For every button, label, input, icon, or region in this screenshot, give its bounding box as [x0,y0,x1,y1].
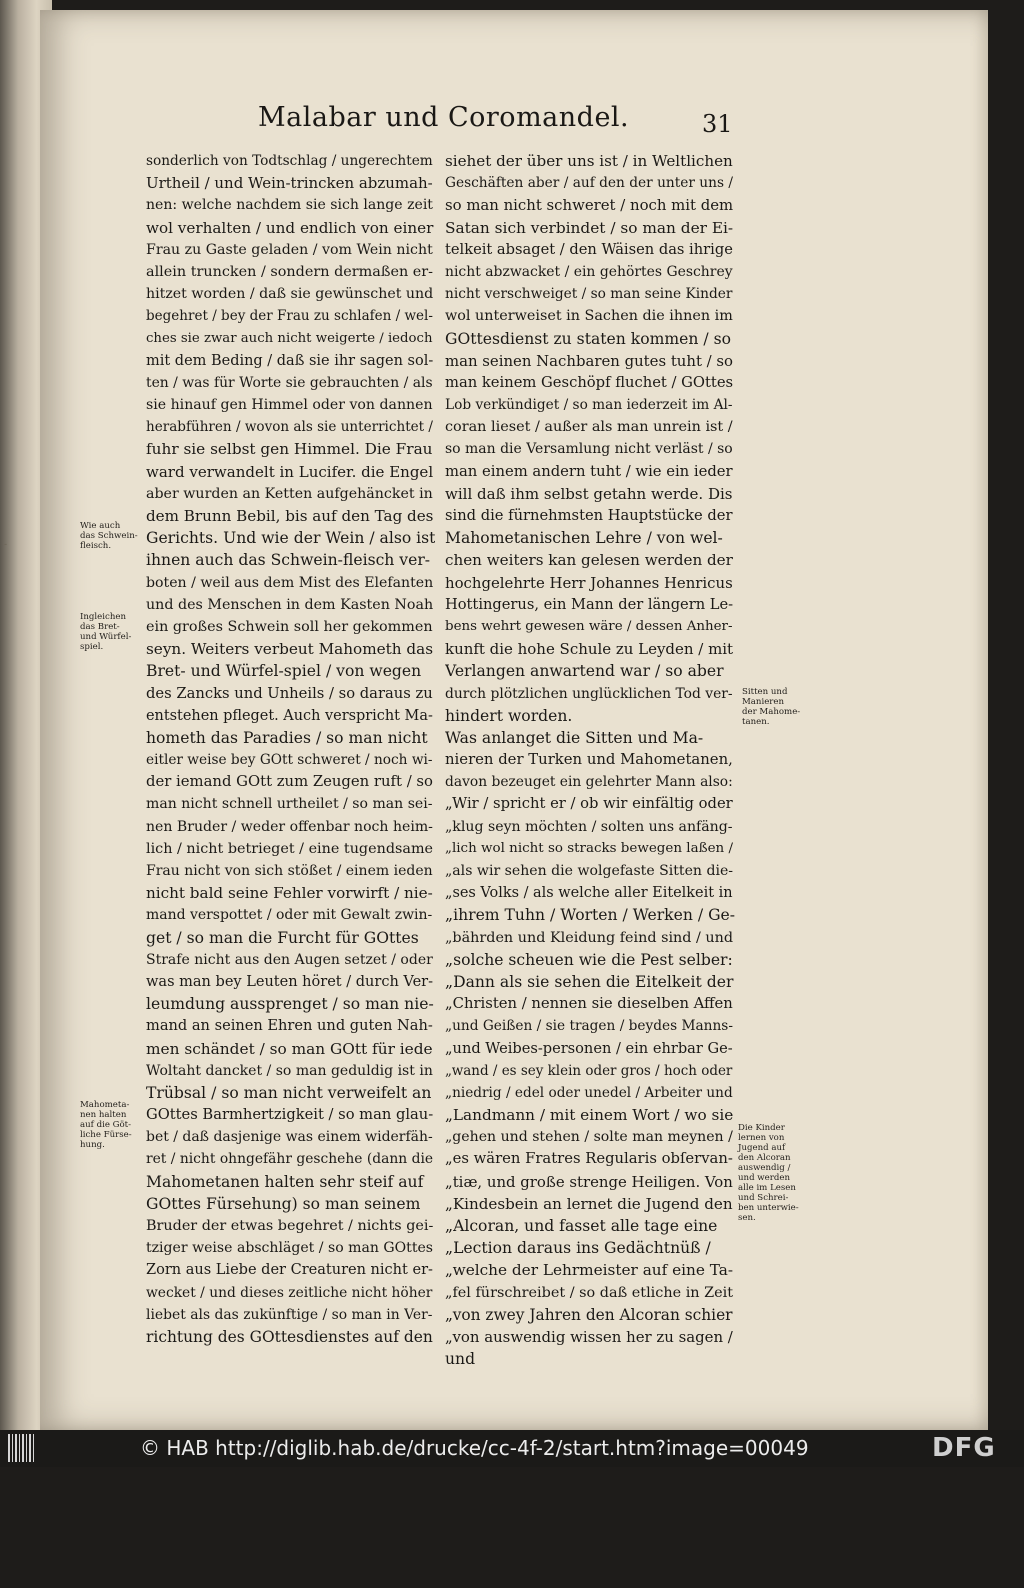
right-column-line: „als wir sehen die wolgefaste Sitten die- [445,863,734,879]
right-column-line: Geschäften aber / auf den der unter uns / [445,175,733,192]
right-column-line: Hottingerus, ein Mann der längern Le- [445,595,734,613]
right-column-line: nicht abzwacket / ein gehörtes Geschrey [445,263,733,280]
right-column-line: sind die fürnehmsten Hauptstücke der [445,507,733,524]
right-column-line: „fel fürschreibet / so daß etliche in Zeit [445,1284,734,1301]
margin-note-line: Sitten und [742,687,788,697]
left-column-line: ches sie zwar auch nicht weigerte / iedoch [146,330,433,346]
left-column-line: mit dem Beding / daß sie ihr sagen sol- [146,352,434,369]
left-column-line: ihnen auch das Schwein-fleisch ver- [146,551,431,570]
left-column-line: richtung des GOttesdienstes auf den [146,1327,433,1346]
margin-note-line: ben unterwie- [738,1203,799,1213]
left-column-line: Bruder der etwas begehret / nichts gei- [146,1218,434,1234]
left-column-line: was man bey Leuten höret / durch Ver- [146,973,434,990]
left-column-line: Urtheil / und Wein-trincken abzumah- [146,174,433,193]
left-column-line: seyn. Weiters verbeut Mahometh das [146,640,434,659]
margin-note-line: Jugend auf [738,1143,786,1153]
right-column-line: davon bezeuget ein gelehrter Mann also: [445,774,733,791]
right-column-line: „von auswendig wissen her zu sagen / [445,1327,733,1346]
right-column-line: „klug seyn möchten / solten uns anfäng- [445,818,733,835]
right-column-line: so man nicht schweret / noch mit dem [445,196,734,215]
right-column-line: man seinen Nachbaren gutes tuht / so [445,351,733,370]
margin-note-children [738,1123,799,1223]
right-column-line: nicht verschweiget / so man seine Kinder [445,286,733,303]
right-column-line: chen weiters kan gelesen werden der [445,551,733,570]
left-column-line: tziger weise abschläget / so man GOttes [146,1240,434,1257]
left-column-line: boten / weil aus dem Mist des Elefanten [146,574,434,591]
left-column-line: herabführen / wovon als sie unterrichtet / [146,419,433,436]
right-column-line: „es wären Fratres Regularis obſervan- [445,1150,733,1168]
right-column-line: bens wehrt gewesen wäre / dessen Anher- [445,618,733,634]
margin-note-line: Ingleichen [80,612,126,622]
margin-note-line: alle im Lesen [738,1183,796,1193]
left-column-line: lich / nicht betrieget / eine tugendsame [146,840,434,857]
margin-note-line: das Schwein- [80,531,138,541]
left-column-line: man nicht schnell urtheilet / so man sei- [146,796,433,813]
left-text-column [146,150,435,1348]
left-column-line: fuhr sie selbst gen Himmel. Die Frau [146,440,433,459]
right-column-line: „und Geißen / sie tragen / beydes Manns- [445,1018,733,1035]
copyright-link[interactable]: © HAB http://diglib.hab.de/drucke/cc-4f-2/start.htm?image=00049 [140,1436,809,1460]
left-column-line: mand verspottet / oder mit Gewalt zwin- [146,907,433,924]
left-column-line: aber wurden an Ketten aufgehäncket in [146,485,433,502]
right-column-line: durch plötzlichen unglücklichen Tod ver- [445,685,733,702]
right-column-line: „solche scheuen wie die Pest selber: [445,950,733,969]
right-column-line: Lob verkündiget / so man iederzeit im Al- [445,397,733,414]
right-column-line: „ses Volks / als welche aller Eitelkeit in [445,885,733,902]
right-column-line: wol unterweiset in Sachen die ihnen im [445,308,733,325]
margin-note-line: und werden [738,1173,790,1183]
left-column-line: wecket / und dieses zeitliche nicht höher [146,1284,433,1301]
left-column-line: Mahometanen halten sehr steif auf [146,1172,424,1191]
margin-note-line: Die Kinder [738,1123,785,1133]
right-column-line: „gehen und stehen / solte man meynen / [445,1129,733,1146]
left-column-line: ret / nicht ohngefähr geschehe (dann die [146,1151,434,1168]
right-text-column [445,150,735,1370]
right-column-line: kunft die hohe Schule zu Leyden / mit [445,640,734,659]
left-column-line: bet / daß dasjenige was einem widerfäh- [146,1129,433,1146]
margin-note-providence [80,1100,132,1150]
margin-note-line: Manieren [742,697,785,707]
right-column-line: und [445,1350,476,1369]
left-column-line: begehret / bey der Frau zu schlafen / wel- [146,308,433,325]
right-column-line: Was anlanget die Sitten und Ma- [445,728,704,747]
left-column-line: eitler weise bey GOtt schweret / noch wi- [146,752,433,769]
right-column-line: nieren der Turken und Mahometanen, [445,751,733,769]
margin-note-line: Wie auch [80,521,121,531]
right-column-line: „tiæ, und große strenge Heiligen. Von [445,1172,733,1191]
left-column-line: ein großes Schwein soll her gekommen [146,618,433,635]
left-column-line: mand an seinen Ehren und guten Nah- [146,1017,433,1035]
left-column-line: hitzet worden / daß sie gewünschet und [146,286,434,303]
left-column-line: GOttes Fürsehung) so man seinem [146,1194,421,1213]
right-column-line: man keinem Geschöpf fluchet / GOttes [445,373,734,391]
right-column-line: „Kindesbein an lernet die Jugend den [445,1194,733,1213]
margin-note-line: fleisch. [80,541,112,551]
right-column-line: „bährden und Kleidung feind sind / und [445,929,734,946]
left-column-line: der iemand GOtt zum Zeugen ruft / so [146,773,433,791]
left-column-line: sonderlich von Todtschlag / ungerechtem [146,153,433,169]
margin-note-line: liche Fürse- [80,1130,132,1140]
right-column-line: will daß ihm selbst getahn werde. Dis [445,484,733,503]
running-title: Malabar und Coromandel. [258,102,630,133]
left-column-line: Strafe nicht aus den Augen setzet / oder [146,951,433,968]
right-column-line: Mahometanischen Lehre / von wel- [445,529,723,548]
left-column-line: Frau zu Gaste geladen / vom Wein nicht [146,241,433,258]
right-column-line: „wand / es sey klein oder gros / hoch oder [445,1062,733,1079]
right-column-line: Verlangen anwartend war / so aber [445,662,724,681]
left-column-line: und des Menschen in dem Kasten Noah [146,596,434,613]
left-column-line: Gerichts. Und wie der Wein / also ist [146,529,435,548]
left-column-line: ten / was für Worte sie gebrauchten / als [146,374,433,391]
left-column-line: men schändet / so man GOtt für iede [146,1039,433,1058]
left-column-line: des Zancks und Unheils / so daraus zu [146,684,433,702]
margin-note-manners [742,687,800,727]
left-column-line: Frau nicht von sich stößet / einem ieden [146,863,433,879]
margin-note-line: und Würfel- [80,632,132,642]
left-column-line: dem Brunn Bebil, bis auf den Tag des [146,507,434,525]
margin-note-line: sen. [738,1213,756,1223]
margin-note-line: der Mahome- [742,707,801,717]
right-column-line: GOttesdienst zu staten kommen / so [445,329,731,348]
margin-note-line: nen halten [80,1110,127,1120]
left-column-line: hometh das Paradies / so man nicht [146,728,428,747]
viewer-footer [0,1430,1024,1467]
left-column-line: sie hinauf gen Himmel oder von dannen [146,397,433,414]
left-column-line: entstehen pfleget. Auch verspricht Ma- [146,707,433,724]
left-column-line: nen Bruder / weder offenbar noch heim- [146,818,433,835]
left-column-line: wol verhalten / und endlich von einer [146,218,434,237]
right-column-line: hindert worden. [445,706,573,725]
right-column-line: „Dann als sie sehen die Eitelkeit der [445,972,734,991]
margin-note-line: lernen von [738,1133,785,1143]
left-column-line: Woltaht dancket / so man geduldig ist in [146,1062,433,1079]
left-column-line: Bret- und Würfel-spiel / von wegen [146,662,422,681]
left-column-line: ward verwandelt in Lucifer. die Engel [146,462,434,481]
right-column-line: „niedrig / edel oder unedel / Arbeiter und [445,1084,733,1101]
left-column-line: nen: welche nachdem sie sich lange zeit [146,197,433,214]
margin-note-line: spiel. [80,642,104,652]
margin-note-line: auf die Göt- [80,1120,132,1130]
margin-note-line: und Schrei- [738,1193,789,1203]
left-column-line: Trübsal / so man nicht verweifelt an [146,1083,432,1102]
margin-note-pork [80,521,138,551]
right-column-line: siehet der über uns ist / in Weltlichen [445,152,733,170]
right-column-line: „Lection daraus ins Gedächtnüß / [445,1239,711,1258]
page-number: 31 [702,110,733,138]
left-column-line: liebet als das zukünftige / so man in Ver- [146,1306,433,1323]
right-column-line: „Landmann / mit einem Wort / wo sie [445,1106,734,1125]
right-column-line: „von zwey Jahren den Alcoran schier [445,1305,733,1324]
right-column-line: „Alcoran, und fasset alle tage eine [445,1217,718,1235]
margin-note-line: hung. [80,1140,105,1150]
margin-note-line: Mahometa- [80,1100,130,1110]
margin-note-line: das Bret- [80,622,120,632]
left-column-line: nicht bald seine Fehler vorwirft / nie- [146,884,433,903]
right-column-line: man einem andern tuht / wie ein ieder [445,462,733,480]
left-column-line: Zorn aus Liebe der Creaturen nicht er- [146,1262,433,1279]
right-column-line: „ihrem Tuhn / Worten / Werken / Ge- [445,906,735,925]
left-column-line: GOttes Barmhertzigkeit / so man glau- [146,1106,434,1124]
right-column-line: telkeit absaget / den Wäisen das ihrige [445,240,733,258]
previous-page-edge: ‐ [0,0,52,1430]
margin-note-line: den Alcoran [738,1153,791,1163]
right-column-line: coran lieset / außer als man unrein ist / [445,419,733,436]
right-column-line: Satan sich verbindet / so man der Ei- [445,218,734,237]
right-column-line: „lich wol nicht so stracks bewegen laßen / [445,840,733,856]
margin-note-line: auswendig / [738,1163,791,1173]
right-column-line: hochgelehrte Herr Johannes Henricus [445,573,733,592]
margin-note-games [80,612,131,652]
right-column-line: „Wir / spricht er / ob wir einfältig oder [445,795,733,813]
margin-note-line: tanen. [742,717,770,727]
left-column-line: allein truncken / sondern dermaßen er- [146,263,434,280]
dfg-logo: DFG [932,1433,996,1463]
right-column-line: „welche der Lehrmeister auf eine Ta- [445,1261,734,1280]
right-column-line: „und Weibes-personen / ein ehrbar Ge- [445,1039,733,1057]
right-column-line: „Christen / nennen sie dieselben Affen [445,995,733,1013]
barcode-icon [8,1434,34,1462]
left-column-line: get / so man die Furcht für GOttes [146,928,419,947]
right-column-line: so man die Versamlung nicht verläst / so [445,441,733,458]
left-column-line: leumdung aussprenget / so man nie- [146,995,434,1014]
